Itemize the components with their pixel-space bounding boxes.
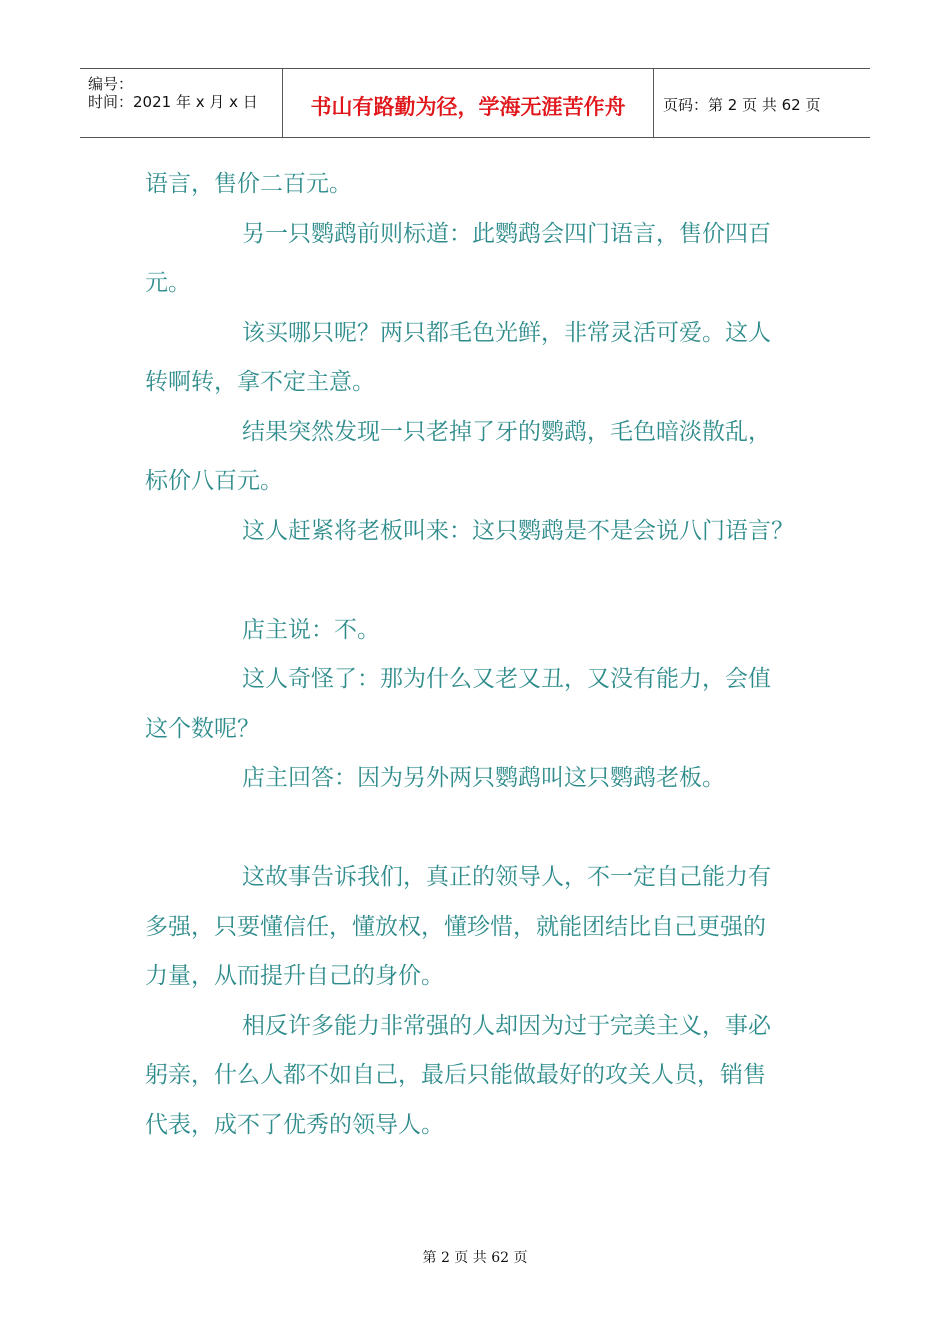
page-footer: 第 2 页 共 62 页 bbox=[422, 1250, 528, 1266]
page-header bbox=[80, 68, 870, 138]
header-page-cell bbox=[654, 69, 870, 137]
body-line: 躬亲，什么人都不如自己，最后只能做最好的攻关人员，销售 bbox=[145, 1062, 766, 1088]
body-line: 转啊转，拿不定主意。 bbox=[145, 369, 375, 395]
body-line: 标价八百元。 bbox=[145, 468, 283, 494]
body-line: 代表，成不了优秀的领导人。 bbox=[145, 1111, 444, 1138]
header-motto: 书山有路勤为径，学海无涯苦作舟 bbox=[310, 95, 626, 119]
document-body bbox=[145, 160, 825, 1150]
blank-line bbox=[145, 556, 825, 606]
body-line: 这人奇怪了：那为什么又老又丑，又没有能力，会值 bbox=[242, 666, 771, 692]
body-line: 店主回答：因为另外两只鹦鹉叫这只鹦鹉老板。 bbox=[242, 765, 725, 791]
header-meta-cell bbox=[80, 69, 282, 137]
body-line: 这人赶紧将老板叫来：这只鹦鹉是不是会说八门语言？ bbox=[242, 517, 794, 544]
body-line: 店主说：不。 bbox=[242, 616, 380, 643]
body-line: 力量，从而提升自己的身价。 bbox=[145, 963, 444, 989]
body-line: 元。 bbox=[145, 270, 191, 296]
document-number-label: 编号： bbox=[88, 75, 134, 93]
blank-line bbox=[145, 804, 825, 854]
body-line: 结果突然发现一只老掉了牙的鹦鹉，毛色暗淡散乱， bbox=[242, 418, 771, 445]
body-line: 语言，售价二百元。 bbox=[145, 171, 352, 197]
body-line: 这故事告诉我们，真正的领导人，不一定自己能力有 bbox=[242, 864, 771, 890]
document-date-label: 时间：2021 年 x 月 x 日 bbox=[88, 93, 258, 111]
body-line: 另一只鹦鹉前则标道：此鹦鹉会四门语言，售价四百 bbox=[242, 220, 771, 247]
body-line: 相反许多能力非常强的人却因为过于完美主义，事必 bbox=[242, 1012, 771, 1039]
body-line: 多强，只要懂信任，懂放权，懂珍惜，就能团结比自己更强的 bbox=[145, 913, 766, 940]
header-motto-cell bbox=[282, 69, 654, 137]
body-line: 这个数呢？ bbox=[145, 715, 260, 742]
header-page-info: 页码：第 2 页 共 62 页 bbox=[663, 96, 821, 114]
body-line: 该买哪只呢？两只都毛色光鲜，非常灵活可爱。这人 bbox=[242, 319, 771, 346]
